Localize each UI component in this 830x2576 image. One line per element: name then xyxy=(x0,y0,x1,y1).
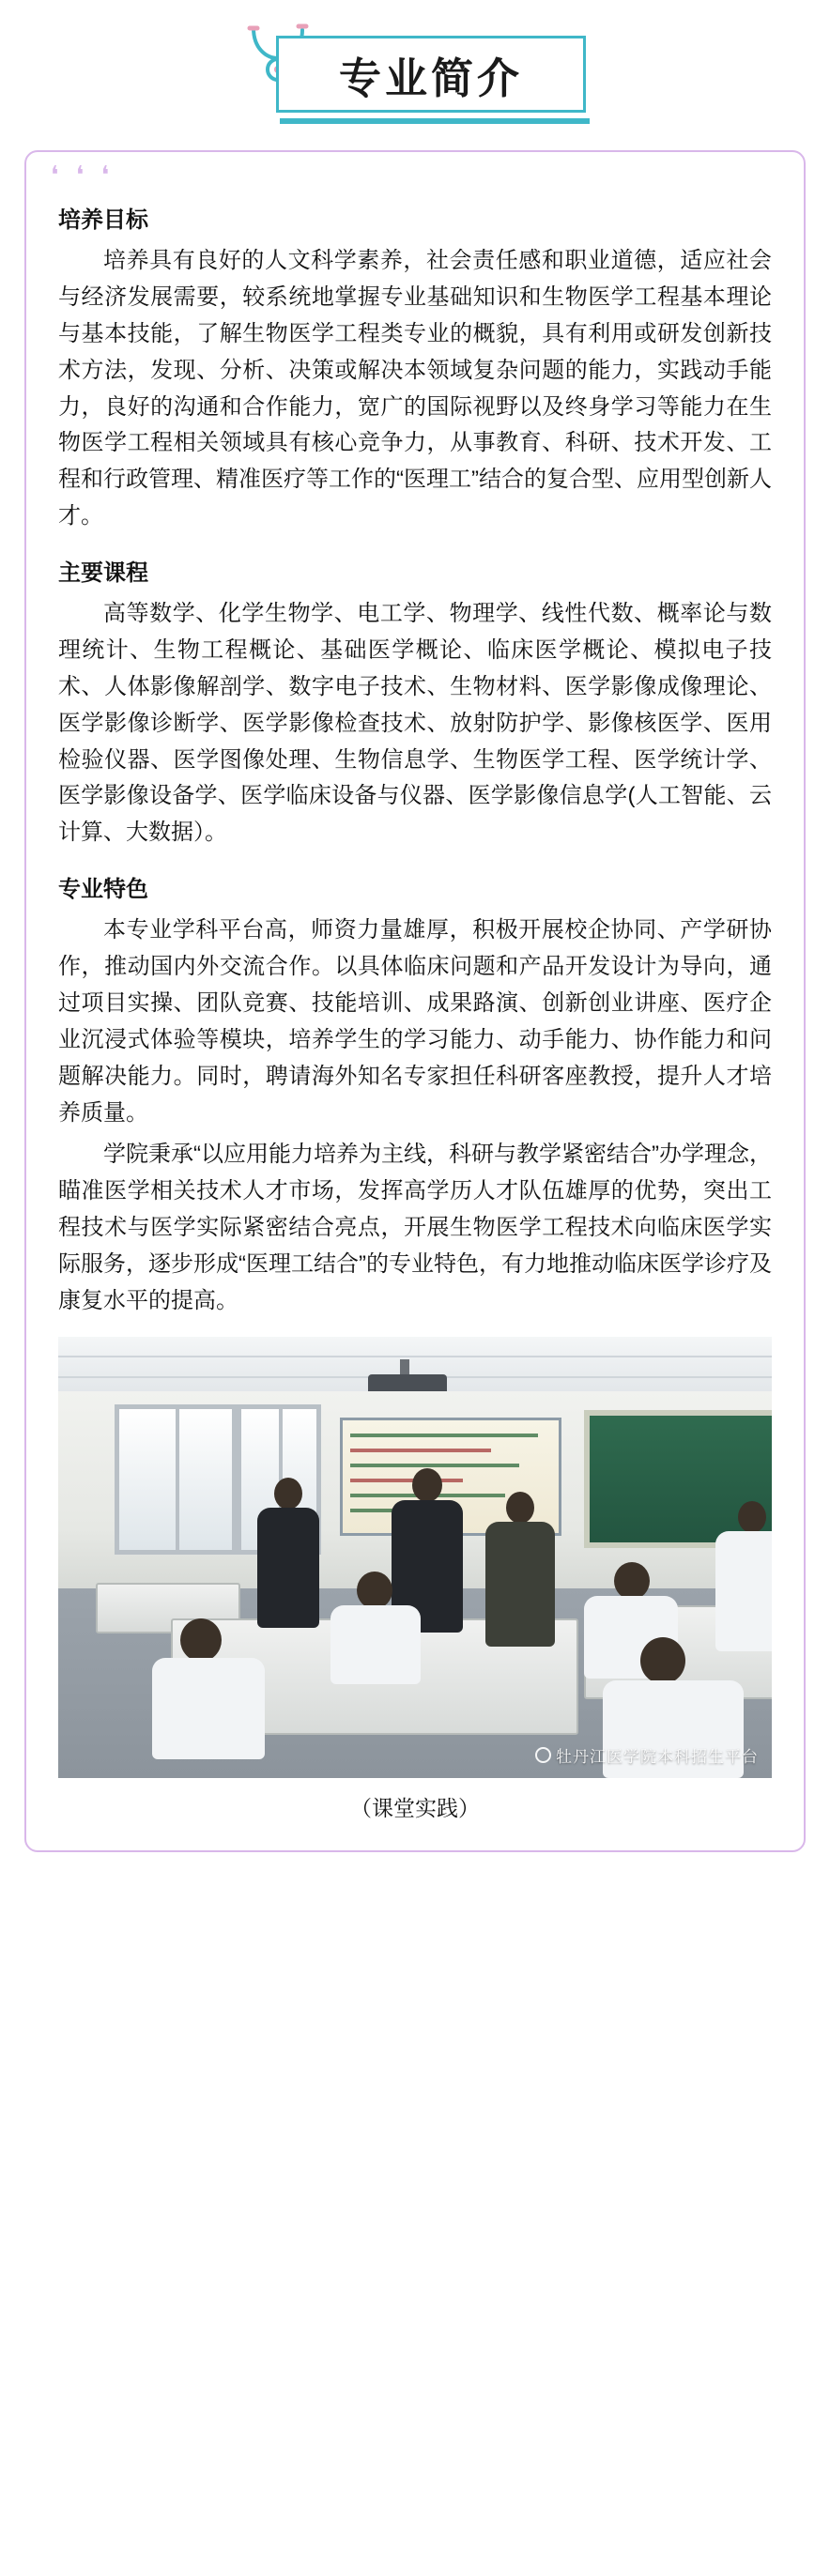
title-underline xyxy=(280,118,590,124)
person-standing xyxy=(255,1478,321,1628)
section-heading-main-courses: 主要课程 xyxy=(58,560,148,586)
person-standing xyxy=(715,1501,772,1651)
person-seated xyxy=(152,1618,265,1759)
section-paragraph-main-courses: 高等数学、化学生物学、电工学、物理学、线性代数、概率论与数理统计、生物工程概论、基础医学概论、临床医学概论、模拟电子技术、人体影像解剖学、数字电子技术、生物材料、医学影像成像理论、医学影像诊断学、医学影像检查技术、放射防护学、影像核医学、医用检验仪器、医学图像处理、生物信息学、生物医学工程、医学统计学、医学影像设备学、医学临床设备与仪器、医学影像信息学(人工智能、云计算、大数据）。 xyxy=(58,601,772,846)
page-title-box xyxy=(276,36,586,113)
header-inner xyxy=(133,21,697,133)
watermark-text: 牡丹江医学院本科招生平台 xyxy=(556,1747,759,1766)
watermark-logo-icon xyxy=(535,1747,551,1763)
person-standing xyxy=(485,1492,555,1647)
photo-caption: （课堂实践） xyxy=(350,1795,480,1820)
section-paragraph-program-features-2: 学院秉承“以应用能力培养为主线，科研与教学紧密结合”办学理念，瞄准医学相关技术人才市场，发挥高学历人才队伍雄厚的优势，突出工程技术与医学实际紧密结合亮点，开展生物医学工程技术向临床医学实际服务，逐步形成“医理工结合”的专业特色，有力地推动临床医学诊疗及康复水平的提高。 xyxy=(58,1142,772,1313)
person-seated xyxy=(330,1572,421,1684)
content-card xyxy=(24,150,806,1852)
photo-watermark xyxy=(535,1743,759,1767)
section-heading-training-goal: 培养目标 xyxy=(58,207,148,233)
section-paragraph-training-goal: 培养具有良好的人文科学素养，社会责任感和职业道德，适应社会与经济发展需要，较系统地掌握专业基础知识和生物医学工程基本理论与基本技能，了解生物医学工程类专业的概貌，具有利用或研发创新技术方法，发现、分析、决策或解决本领域复杂问题的能力，实践动手能力，良好的沟通和合作能力，宽广的国际视野以及终身学习等能力在生物医学工程相关领域具有核心竞争力，从事教育、科研、技术开发、工程和行政管理、精准医疗等工作的“医理工”结合的复合型、应用型创新人才。 xyxy=(58,248,772,529)
window xyxy=(115,1404,237,1555)
classroom-photo xyxy=(58,1337,772,1778)
section-heading-program-features: 专业特色 xyxy=(58,877,148,903)
page-title: 专业简介 xyxy=(338,54,523,102)
quote-decoration: ❛ ❛ ❛ xyxy=(51,161,115,189)
section-paragraph-program-features-1: 本专业学科平台高，师资力量雄厚，积极开展校企协同、产学研协作，推动国内外交流合作。以具体临床问题和产品开发设计为导向，通过项目实操、团队竞赛、技能培训、成果路演、创新创业讲座、医疗企业沉浸式体验等模块，培养学生的学习能力、动手能力、协作能力和问题解决能力。同时，聘请海外知名专家担任科研客座教授，提升人才培养质量。 xyxy=(58,917,772,1126)
classroom-photo-image xyxy=(58,1337,772,1778)
page-header xyxy=(0,0,830,141)
